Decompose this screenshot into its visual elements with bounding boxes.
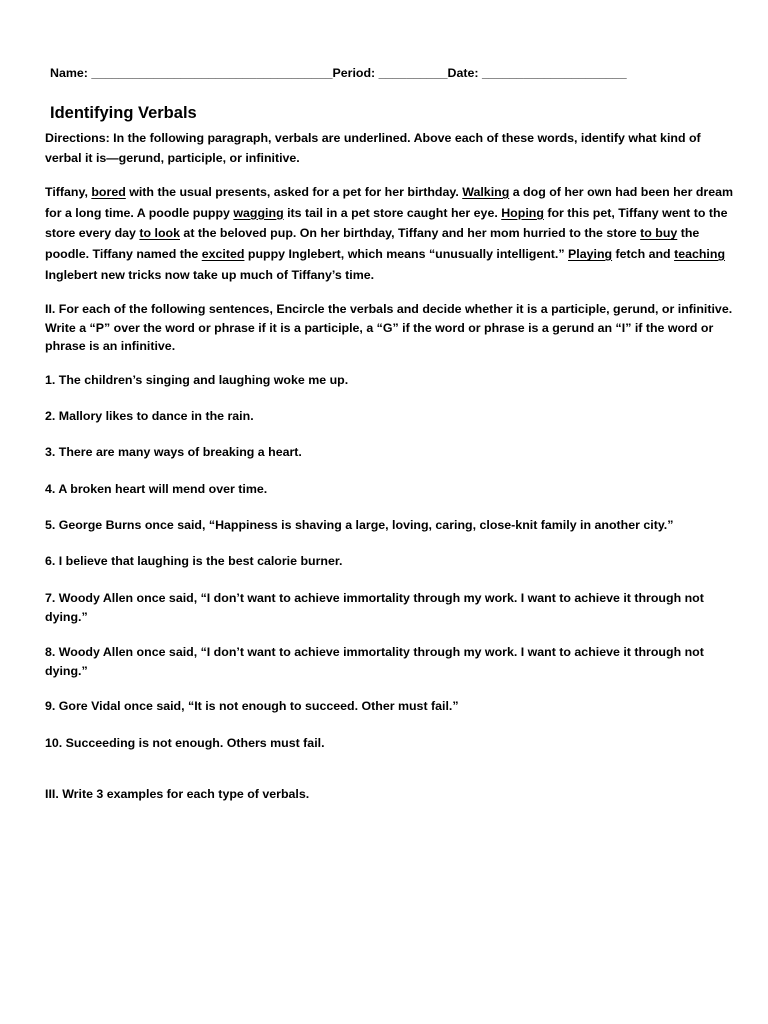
paragraph-text: a dog of her own had been her dream for a long time. A poodle puppy [45,185,734,220]
name-period-date-line: Name: ___________________________________Period: __________Date: _____________________ [50,66,627,80]
underlined-verbal: teaching [674,247,726,262]
paragraph-text: its tail in a pet store caught her eye. [283,205,502,220]
paragraph-text: the poodle. Tiffany named the [45,226,700,262]
sentence-item-2: 2. Mallory likes to dance in the rain. [45,409,254,423]
sentence-item-5: 5. George Burns once said, “Happiness is shaving a large, loving, caring, close-knit family in another city.” [45,518,674,532]
sentence-item-10: 10. Succeeding is not enough. Others must fail. [45,736,325,750]
underlined-verbal: to look [139,226,180,241]
paragraph-text: Inglebert new tricks now take up much of Tiffany’s time. [45,267,375,282]
paragraph-text: fetch and [612,247,675,262]
sentence-item-7: 7. Woody Allen once said, “I don’t want to achieve immortality through my work. I want to achieve it through not dying.” [45,591,704,624]
underlined-verbal: wagging [233,205,284,220]
sentence-item-8: 8. Woody Allen once said, “I don’t want to achieve immortality through my work. I want to achieve it through not dying.” [45,645,704,678]
paragraph-text: at the beloved pup. On her birthday, Tiffany and her mom hurried to the store [179,226,641,241]
sentence-item-9: 9. Gore Vidal once said, “It is not enough to succeed. Other must fail.” [45,699,459,713]
sentence-item-3: 3. There are many ways of breaking a heart. [45,445,302,459]
paragraph-text: Tiffany, [45,185,92,199]
directions [45,128,735,168]
sentence-item-4: 4. A broken heart will mend over time. [45,482,268,496]
verbal-paragraph [45,182,735,286]
sentence-item-1: 1. The children’s singing and laughing woke me up. [45,373,349,387]
paragraph-text: for this pet, Tiffany went to the store every day [45,205,728,241]
section-two-instructions: II. For each of the following sentences, Encircle the verbals and decide whether it is a participle, gerund, or infinitive. Write a “P” over the word or phrase if it is a participle, a “G” if the word or phrase is a gerund an “I” if the word or phrase is an infinitive. [45,302,733,353]
page-title: Identifying Verbals [50,104,197,122]
directions-text: In the following paragraph, verbals are underlined. Above each of these words, identify what kind of verbal it is—gerund, participle, or infinitive. [45,131,701,165]
underlined-verbal: bored [91,185,126,199]
underlined-verbal: Playing [568,247,613,262]
paragraph-text: with the usual presents, asked for a pet for her birthday. [125,185,463,199]
sentence-item-6: 6. I believe that laughing is the best calorie burner. [45,554,343,568]
directions-label: Directions: [45,131,110,145]
underlined-verbal: Walking [462,185,510,199]
underlined-verbal: to buy [640,226,678,241]
underlined-verbal: Hoping [501,205,544,220]
paragraph-text: puppy Inglebert, which means “unusually intelligent.” [244,247,569,262]
section-three-instructions: III. Write 3 examples for each type of verbals. [45,787,310,801]
underlined-verbal: excited [201,247,245,262]
